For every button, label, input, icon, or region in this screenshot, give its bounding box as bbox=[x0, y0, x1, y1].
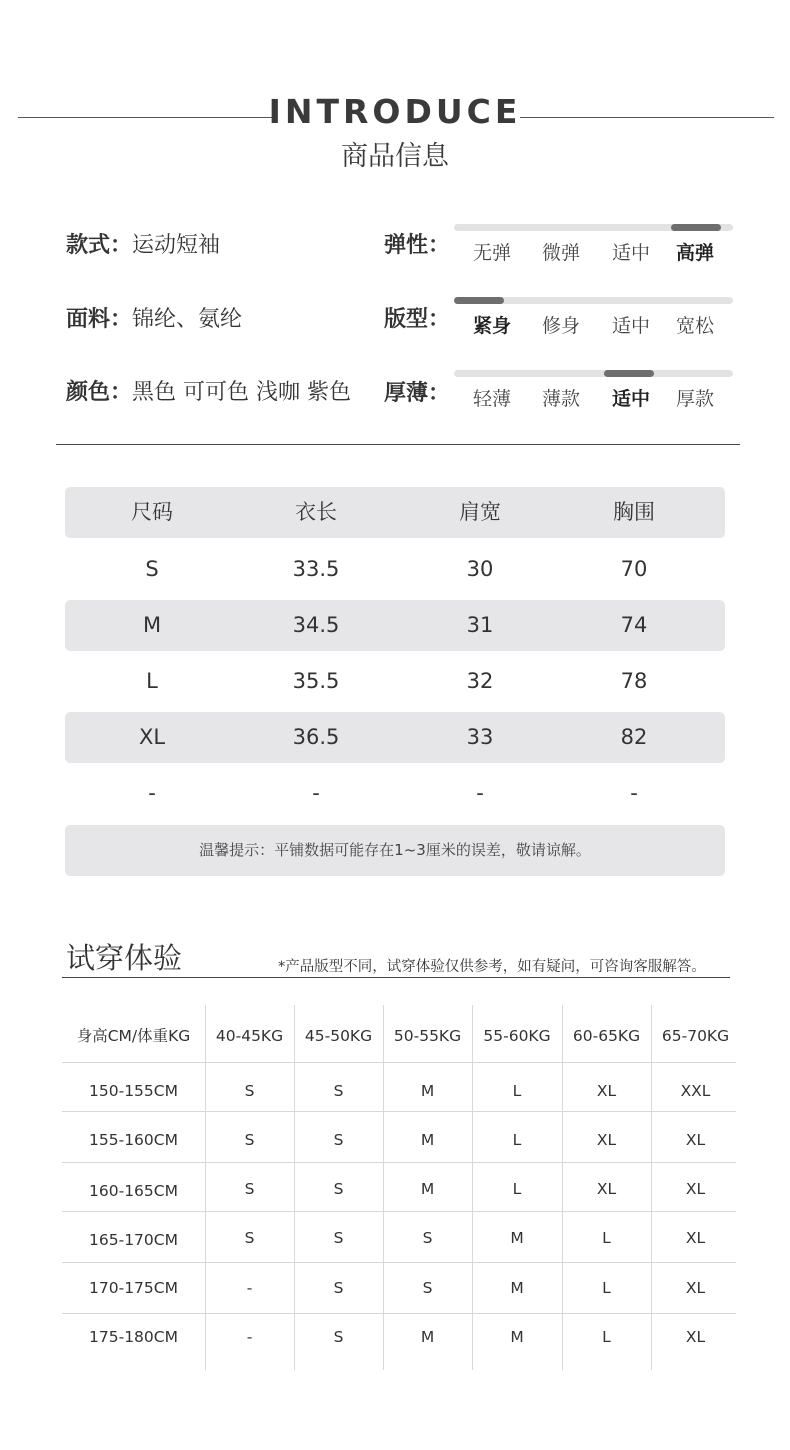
size-cell: 70 bbox=[620, 557, 648, 581]
try-on-title: 试穿体验 bbox=[66, 941, 183, 975]
page-title-cn: 商品信息 bbox=[341, 141, 449, 172]
try-header-cell: 身高CM/体重KG bbox=[76, 1027, 191, 1045]
try-cell: L bbox=[512, 1082, 522, 1100]
try-cell: XL bbox=[596, 1180, 617, 1198]
size-cell: - bbox=[148, 781, 156, 805]
try-cell: XL bbox=[596, 1131, 617, 1149]
attr-style bbox=[66, 228, 220, 259]
scale-option: 适中 bbox=[611, 315, 650, 337]
size-cell: L bbox=[146, 669, 158, 693]
try-cell: S bbox=[333, 1229, 344, 1247]
size-table-row bbox=[65, 656, 725, 707]
grid-hline bbox=[62, 1162, 736, 1163]
grid-hline bbox=[62, 1062, 736, 1063]
try-cell: 170-175CM bbox=[89, 1279, 178, 1297]
try-cell: S bbox=[244, 1229, 255, 1247]
try-cell: 165-170CM bbox=[89, 1231, 178, 1249]
scale-option: 厚款 bbox=[675, 388, 714, 410]
size-cell: M bbox=[142, 613, 162, 637]
try-header-cell: 45-50KG bbox=[304, 1027, 373, 1045]
scale-elasticity-track bbox=[454, 224, 733, 231]
scale-fit-label: 版型： bbox=[384, 307, 451, 332]
scale-thickness-indicator bbox=[604, 370, 654, 377]
size-cell: 78 bbox=[620, 669, 648, 693]
size-cell: - bbox=[476, 781, 484, 805]
try-header-cell: 55-60KG bbox=[483, 1027, 551, 1045]
try-cell: S bbox=[333, 1279, 344, 1297]
try-cell: S bbox=[244, 1180, 255, 1198]
size-cell: XL bbox=[138, 725, 166, 749]
scale-option: 无弹 bbox=[472, 242, 511, 264]
try-cell: M bbox=[420, 1328, 435, 1346]
size-header-cell: 胸围 bbox=[613, 500, 655, 524]
attr-color bbox=[66, 375, 351, 406]
grid-hline bbox=[62, 1111, 736, 1112]
try-cell: XL bbox=[685, 1131, 706, 1149]
try-cell: S bbox=[422, 1279, 433, 1297]
size-cell: - bbox=[630, 781, 638, 805]
try-cell: S bbox=[333, 1328, 344, 1346]
try-cell: XL bbox=[685, 1180, 706, 1198]
try-header-cell: 65-70KG bbox=[661, 1027, 730, 1045]
grid-hline bbox=[62, 1262, 736, 1263]
size-cell: 33.5 bbox=[292, 557, 340, 581]
try-cell: M bbox=[420, 1131, 435, 1149]
size-cell: 32 bbox=[466, 669, 494, 693]
try-cell: 160-165CM bbox=[89, 1182, 178, 1200]
try-cell: L bbox=[602, 1328, 611, 1346]
size-table-row bbox=[65, 712, 725, 763]
try-cell: L bbox=[602, 1229, 611, 1247]
try-cell: XL bbox=[685, 1229, 706, 1247]
size-table-row bbox=[65, 544, 725, 595]
try-cell: XL bbox=[685, 1328, 706, 1346]
try-cell: M bbox=[420, 1082, 435, 1100]
try-cell: L bbox=[512, 1180, 522, 1198]
size-cell: 35.5 bbox=[292, 669, 340, 693]
scale-elasticity-options bbox=[454, 238, 733, 266]
size-table-row bbox=[65, 600, 725, 651]
try-cell: M bbox=[510, 1328, 524, 1346]
scale-option: 紧身 bbox=[472, 315, 511, 337]
size-cell: 74 bbox=[620, 613, 648, 637]
try-cell: S bbox=[333, 1082, 344, 1100]
try-cell: L bbox=[602, 1279, 611, 1297]
scale-option: 微弹 bbox=[541, 242, 580, 264]
size-table-header bbox=[65, 487, 725, 538]
page-title-en: INTRODUCE bbox=[268, 92, 522, 131]
scale-fit-indicator bbox=[454, 297, 504, 304]
attr-color-value: 黑色 可可色 浅咖 紫色 bbox=[132, 380, 351, 405]
size-cell: 30 bbox=[466, 557, 494, 581]
attr-style-label: 款式： bbox=[66, 233, 133, 258]
attr-fabric bbox=[66, 302, 242, 333]
scale-fit-options bbox=[454, 311, 733, 339]
scale-option: 高弹 bbox=[675, 242, 714, 264]
size-tip: 温馨提示：平铺数据可能存在1~3厘米的误差，敬请谅解。 bbox=[65, 825, 725, 876]
try-on-note: *产品版型不同，试穿体验仅供参考，如有疑问，可咨询客服解答。 bbox=[278, 959, 706, 975]
scale-option: 宽松 bbox=[675, 315, 714, 337]
scale-option: 修身 bbox=[541, 315, 580, 337]
size-cell: 82 bbox=[620, 725, 648, 749]
try-cell: M bbox=[510, 1229, 524, 1247]
try-cell: - bbox=[246, 1279, 253, 1297]
try-cell: S bbox=[244, 1131, 255, 1149]
scale-option: 薄款 bbox=[541, 388, 580, 410]
scale-thickness-options bbox=[454, 384, 733, 412]
size-cell: 33 bbox=[466, 725, 494, 749]
try-cell: L bbox=[512, 1131, 522, 1149]
scale-elasticity-indicator bbox=[671, 224, 721, 231]
try-header-cell: 50-55KG bbox=[393, 1027, 462, 1045]
attr-color-label: 颜色： bbox=[66, 380, 133, 405]
scale-thickness-label: 厚薄： bbox=[384, 381, 451, 406]
try-cell: S bbox=[422, 1229, 433, 1247]
try-cell: 175-180CM bbox=[89, 1328, 178, 1346]
size-cell: - bbox=[312, 781, 320, 805]
size-header-cell: 肩宽 bbox=[459, 500, 501, 524]
grid-hline bbox=[62, 1211, 736, 1212]
try-on-divider bbox=[62, 977, 730, 978]
try-cell: M bbox=[510, 1279, 524, 1297]
section-divider bbox=[56, 444, 740, 445]
size-header-cell: 尺码 bbox=[131, 500, 173, 524]
try-cell: - bbox=[246, 1328, 253, 1346]
size-cell: 31 bbox=[466, 613, 494, 637]
try-cell: S bbox=[333, 1131, 344, 1149]
size-cell: 36.5 bbox=[292, 725, 340, 749]
try-cell: XL bbox=[596, 1082, 617, 1100]
scale-option: 适中 bbox=[611, 388, 650, 410]
attr-fabric-label: 面料： bbox=[66, 307, 133, 332]
size-header-cell: 衣长 bbox=[295, 500, 337, 524]
try-cell: S bbox=[244, 1082, 255, 1100]
attr-fabric-value: 锦纶、氨纶 bbox=[132, 307, 243, 332]
try-cell: M bbox=[420, 1180, 435, 1198]
size-cell: 34.5 bbox=[292, 613, 340, 637]
try-header-cell: 60-65KG bbox=[572, 1027, 641, 1045]
scale-thickness-track bbox=[454, 370, 733, 377]
size-cell: S bbox=[145, 557, 159, 581]
grid-hline bbox=[62, 1313, 736, 1314]
try-cell: XXL bbox=[680, 1082, 711, 1100]
scale-option: 适中 bbox=[611, 242, 650, 264]
attr-style-value: 运动短袖 bbox=[132, 233, 221, 258]
try-cell: S bbox=[333, 1180, 344, 1198]
try-cell: XL bbox=[685, 1279, 706, 1297]
try-cell: 150-155CM bbox=[89, 1082, 178, 1100]
scale-option: 轻薄 bbox=[472, 388, 511, 410]
try-cell: 155-160CM bbox=[89, 1131, 178, 1149]
size-table-row bbox=[65, 768, 725, 819]
scale-fit-track bbox=[454, 297, 733, 304]
try-header-cell: 40-45KG bbox=[215, 1027, 284, 1045]
scale-elasticity-label: 弹性： bbox=[384, 233, 451, 258]
